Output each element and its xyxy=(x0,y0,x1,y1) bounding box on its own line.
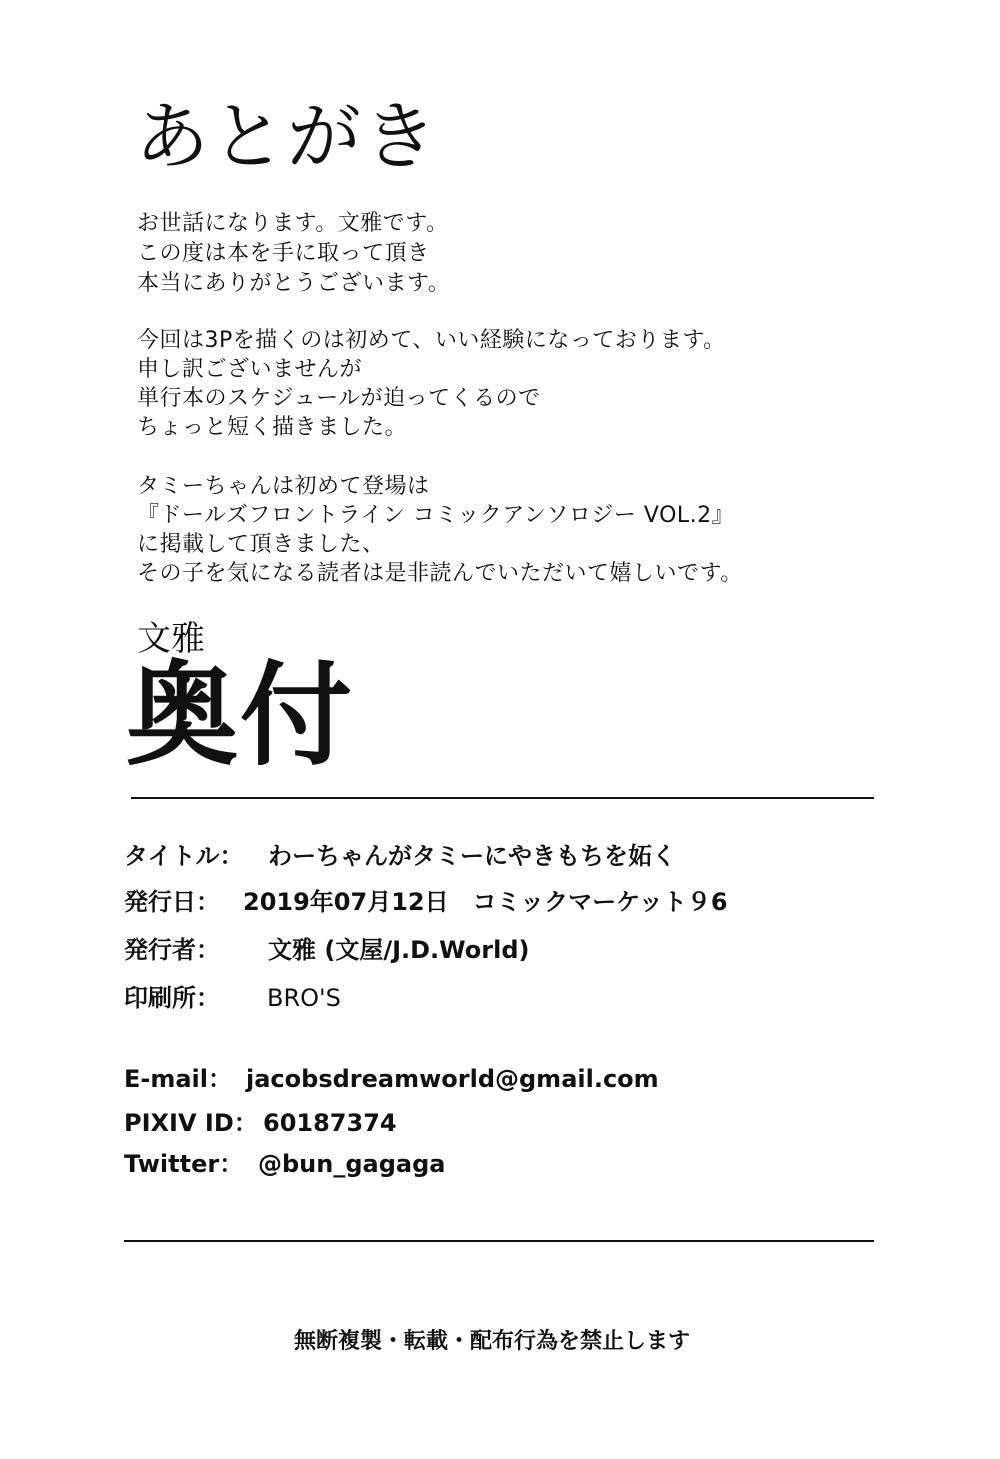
printer-value: BRO'S xyxy=(267,984,341,1012)
publish-date-label: 発行日： xyxy=(124,888,220,916)
twitter-label: Twitter： xyxy=(124,1150,244,1178)
copyright-notice: 無断複製・転載・配布行為を禁止します xyxy=(293,1329,690,1354)
pixiv-value: 60187374 xyxy=(263,1109,397,1137)
afterword-heading: あとがき xyxy=(135,94,439,180)
publisher-value: 文雅 (文屋/J.D.World) xyxy=(268,936,530,964)
publish-date-value: 2019年07月12日 コミックマーケット９6 xyxy=(243,888,728,916)
title-value: わーちゃんがタミーにやきもちを妬く xyxy=(268,842,676,870)
email-label: E-mail： xyxy=(124,1065,233,1093)
publisher-label: 発行者： xyxy=(124,936,220,964)
afterword-line: 今回は3Pを描くのは初めて、いい経験になっております。 xyxy=(137,328,726,353)
afterword-line: この度は本を手に取って頂き xyxy=(137,241,430,266)
pixiv-label: PIXIV ID： xyxy=(124,1109,258,1137)
afterword-line: 本当にありがとうございます。 xyxy=(137,271,451,296)
title-label: タイトル： xyxy=(124,842,244,870)
afterword-line: お世話になります。文雅です。 xyxy=(137,211,449,236)
twitter-value: @bun_gagaga xyxy=(258,1150,446,1178)
afterword-line: 『ドールズフロントライン コミックアンソロジー VOL.2』 xyxy=(137,503,735,528)
afterword-line: ちょっと短く描きました。 xyxy=(137,415,408,440)
afterword-line: 単行本のスケジュールが迫ってくるので xyxy=(137,386,541,411)
email-value: jacobsdreamworld@gmail.com xyxy=(246,1065,659,1093)
author-signature: 文雅 xyxy=(137,619,205,659)
afterword-line: 申し訳ございませんが xyxy=(137,357,363,382)
colophon-heading: 奥付 xyxy=(126,651,354,781)
divider xyxy=(131,797,874,799)
divider xyxy=(124,1240,874,1242)
afterword-line: タミーちゃんは初めて登場は xyxy=(137,474,430,499)
afterword-line: その子を気になる読者は是非読んでいただいて嬉しいです。 xyxy=(137,561,743,586)
afterword-line: に掲載して頂きました、 xyxy=(137,532,385,557)
printer-label: 印刷所： xyxy=(124,984,220,1012)
